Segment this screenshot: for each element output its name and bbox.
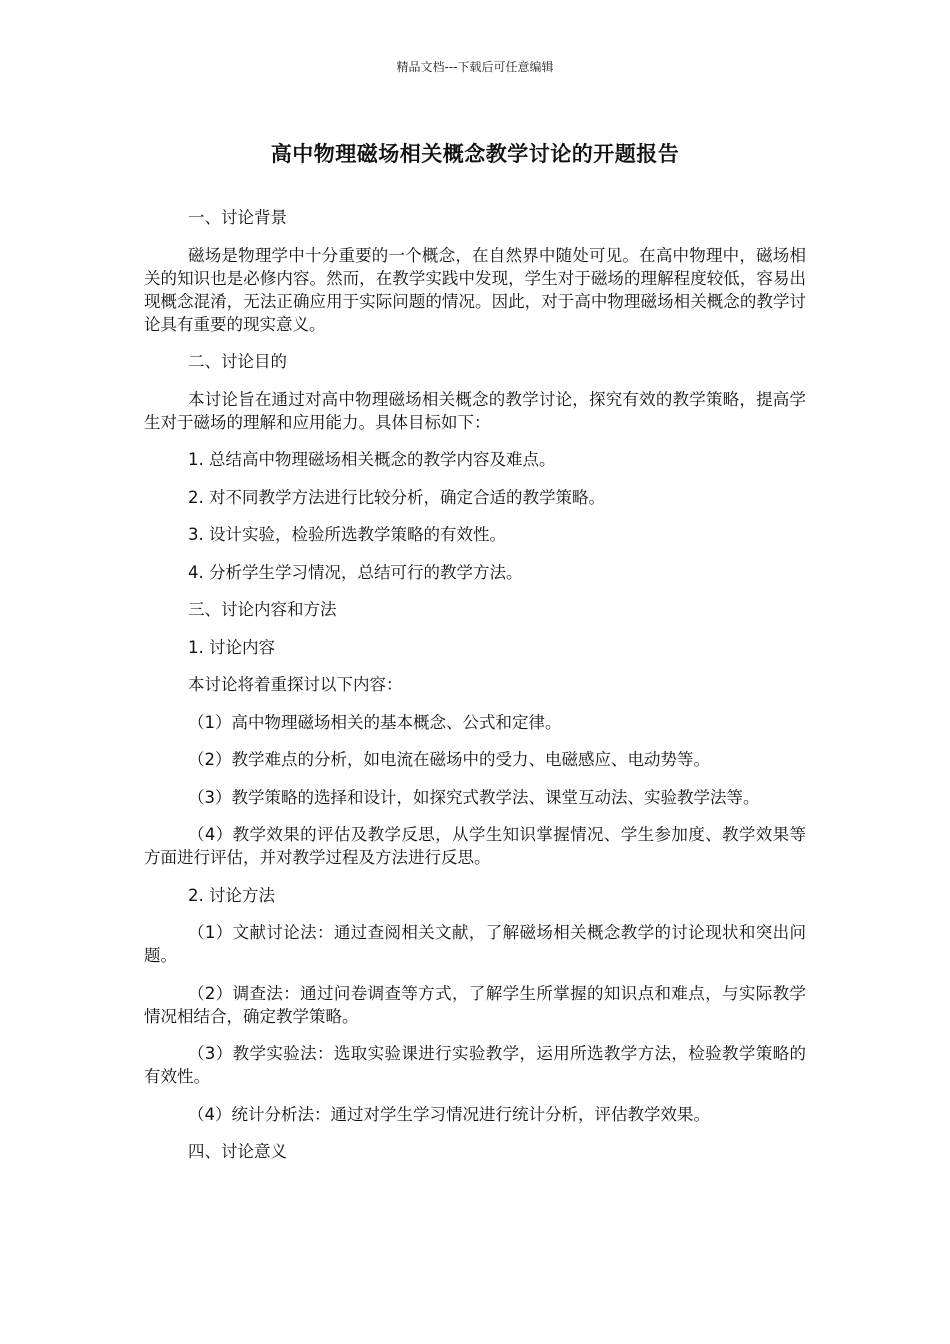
list-item-method-3: （3）教学实验法：选取实验课进行实验教学，运用所选教学方法，检验教学策略的有效性。 xyxy=(144,1044,806,1086)
list-item-method-1: （1）文献讨论法：通过查阅相关文献，了解磁场相关概念教学的讨论现状和突出问题。 xyxy=(144,923,806,965)
list-item-content-3: （3）教学策略的选择和设计，如探究式教学法、课堂互动法、实验教学法等。 xyxy=(188,787,760,807)
list-item-content-2: （2）教学难点的分析，如电流在磁场中的受力、电磁感应、电动势等。 xyxy=(188,750,710,769)
list-item-goal-3: 3. 设计实验，检验所选教学策略的有效性。 xyxy=(188,525,506,544)
header-note: 精品文档---下载后可任意编辑 xyxy=(396,60,554,74)
list-item-method-4: （4）统计分析法：通过对学生学习情况进行统计分析，评估教学效果。 xyxy=(188,1104,710,1124)
list-item-content-4: （4）教学效果的评估及教学反思，从学生知识掌握情况、学生参加度、教学效果等方面进行评估，并对教学过程及方法进行反思。 xyxy=(144,825,806,867)
list-item-goal-2: 2. 对不同教学方法进行比较分析，确定合适的教学策略。 xyxy=(188,487,605,507)
paragraph-background: 磁场是物理学中十分重要的一个概念，在自然界中随处可见。在高中物理中，磁场相关的知识也是必修内容。然而，在教学实践中发现，学生对于磁场的理解程度较低，容易出现概念混淆，无法正确应用于实际问题的情况。因此，对于高中物理磁场相关概念的教学讨论具有重要的现实意义。 xyxy=(144,245,806,334)
document-title: 高中物理磁场相关概念教学讨论的开题报告 xyxy=(270,142,680,166)
list-item-content-1: （1）高中物理磁场相关的基本概念、公式和定律。 xyxy=(188,712,562,732)
section-heading-background: 一、讨论背景 xyxy=(188,208,287,227)
list-item-goal-4: 4. 分析学生学习情况，总结可行的教学方法。 xyxy=(188,562,523,582)
document-body xyxy=(144,206,806,1178)
subheading-method: 2. 讨论方法 xyxy=(188,885,275,905)
section-heading-content-method: 三、讨论内容和方法 xyxy=(188,600,337,619)
list-item-goal-1: 1. 总结高中物理磁场相关概念的教学内容及难点。 xyxy=(188,450,556,469)
subheading-content: 1. 讨论内容 xyxy=(188,637,275,657)
list-item-method-2: （2）调查法：通过问卷调查等方式，了解学生所掌握的知识点和难点，与实际教学情况相结合，确定教学策略。 xyxy=(144,983,806,1026)
section-heading-purpose: 二、讨论目的 xyxy=(188,352,287,371)
paragraph-content-intro: 本讨论将着重探讨以下内容： xyxy=(188,675,403,694)
paragraph-purpose: 本讨论旨在通过对高中物理磁场相关概念的教学讨论，探究有效的教学策略，提高学生对于磁场的理解和应用能力。具体目标如下： xyxy=(144,389,806,432)
section-heading-significance: 四、讨论意义 xyxy=(188,1142,287,1161)
